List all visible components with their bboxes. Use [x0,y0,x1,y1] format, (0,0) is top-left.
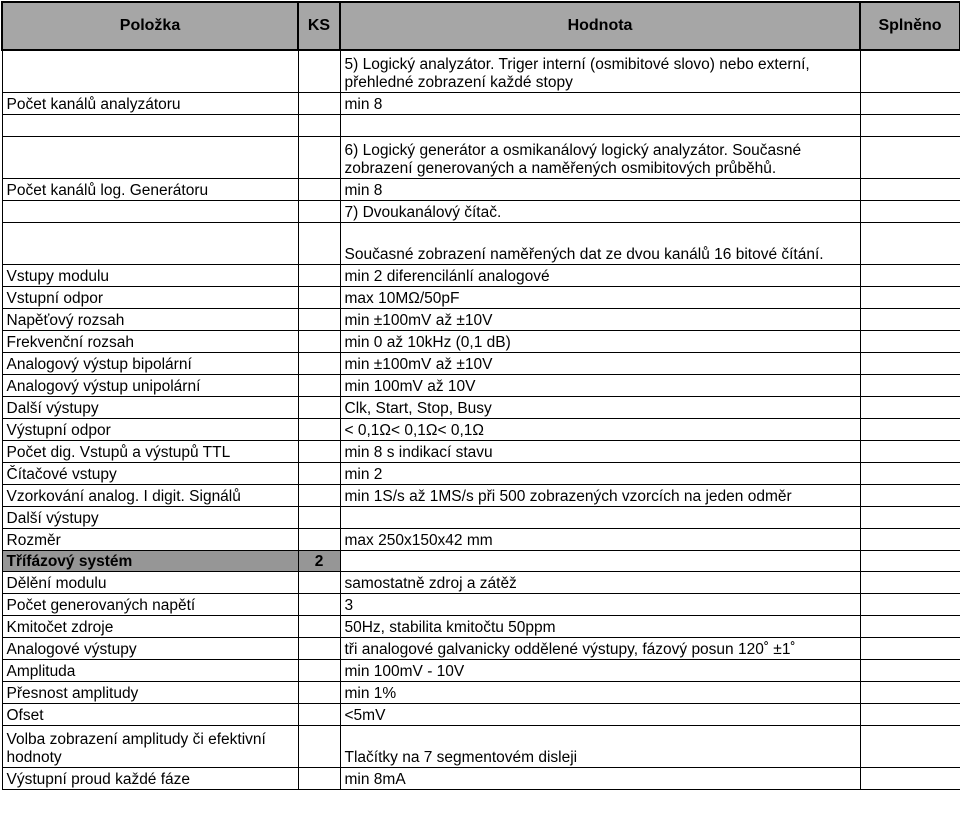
ks-cell [298,178,340,200]
table-row [2,92,960,114]
table-row [2,725,960,767]
table-row [2,374,960,396]
table-row [2,528,960,550]
table-row [2,615,960,637]
value-cell [340,506,860,528]
item-cell: Analogový výstup unipolární [2,374,298,396]
item-cell: Přesnost amplitudy [2,681,298,703]
value-cell: max 10MΩ/50pF [340,286,860,308]
fulfilled-cell [860,264,960,286]
item-cell: Výstupní odpor [2,418,298,440]
item-cell: Výstupní proud každé fáze [2,767,298,789]
value-cell: Současné zobrazení naměřených dat ze dvou kanálů 16 bitové čítání. [340,222,860,264]
table-row [2,396,960,418]
table-row [2,330,960,352]
fulfilled-cell [860,637,960,659]
value-cell [340,550,860,571]
value-cell: Tlačítky na 7 segmentovém disleji [340,725,860,767]
table-row [2,264,960,286]
value-cell: min 2 [340,462,860,484]
ks-cell [298,92,340,114]
value-cell: min 100mV až 10V [340,374,860,396]
ks-cell [298,396,340,418]
table-row [2,352,960,374]
header-item: Položka [2,2,298,50]
item-cell: Počet kanálů analyzátoru [2,92,298,114]
table-row [2,462,960,484]
value-cell: min ±100mV až ±10V [340,308,860,330]
item-cell: Amplituda [2,659,298,681]
item-cell: Čítačové vstupy [2,462,298,484]
item-cell: Třífázový systém [2,550,298,571]
ks-cell [298,703,340,725]
ks-cell [298,506,340,528]
fulfilled-cell [860,550,960,571]
ks-cell [298,571,340,593]
table-row [2,440,960,462]
item-cell [2,136,298,178]
fulfilled-cell [860,374,960,396]
table-row [2,637,960,659]
item-cell: Napěťový rozsah [2,308,298,330]
ks-cell [298,418,340,440]
table-row [2,50,960,92]
fulfilled-cell [860,286,960,308]
item-cell: Dělění modulu [2,571,298,593]
value-cell: 6) Logický generátor a osmikanálový logický analyzátor. Současné zobrazení generovaných a naměřených osmibitových průběhů. [340,136,860,178]
value-cell: samostatně zdroj a zátěž [340,571,860,593]
fulfilled-cell [860,222,960,264]
ks-cell [298,484,340,506]
fulfilled-cell [860,396,960,418]
item-cell: Kmitočet zdroje [2,615,298,637]
ks-cell [298,440,340,462]
value-cell: min 0 až 10kHz (0,1 dB) [340,330,860,352]
fulfilled-cell [860,703,960,725]
table-row [2,418,960,440]
header-ks: KS [298,2,340,50]
fulfilled-cell [860,178,960,200]
fulfilled-cell [860,308,960,330]
table-row [2,286,960,308]
fulfilled-cell [860,681,960,703]
table-row [2,114,960,136]
fulfilled-cell [860,352,960,374]
fulfilled-cell [860,506,960,528]
value-cell: max 250x150x42 mm [340,528,860,550]
value-cell: min 100mV - 10V [340,659,860,681]
item-cell: Další výstupy [2,396,298,418]
item-cell: Frekvenční rozsah [2,330,298,352]
header-fulfilled: Splněno [860,2,960,50]
item-cell: Vstupní odpor [2,286,298,308]
ks-cell [298,615,340,637]
value-cell: 3 [340,593,860,615]
ks-cell [298,659,340,681]
item-cell: Ofset [2,703,298,725]
fulfilled-cell [860,50,960,92]
ks-cell [298,352,340,374]
fulfilled-cell [860,200,960,222]
ks-cell [298,50,340,92]
spec-table [1,1,960,790]
value-cell: min 1S/s až 1MS/s při 500 zobrazených vzorcích na jeden odměr [340,484,860,506]
ks-cell [298,767,340,789]
table-row [2,571,960,593]
ks-cell [298,593,340,615]
table-row [2,200,960,222]
value-cell: 5) Logický analyzátor. Triger interní (osmibitové slovo) nebo externí, přehledné zobrazení každé stopy [340,50,860,92]
ks-cell [298,222,340,264]
item-cell: Další výstupy [2,506,298,528]
fulfilled-cell [860,462,960,484]
value-cell: min 8 [340,178,860,200]
fulfilled-cell [860,593,960,615]
ks-cell [298,136,340,178]
value-cell: 50Hz, stabilita kmitočtu 50ppm [340,615,860,637]
value-cell [340,114,860,136]
fulfilled-cell [860,571,960,593]
table-row [2,178,960,200]
value-cell: < 0,1Ω< 0,1Ω< 0,1Ω [340,418,860,440]
value-cell: min 8 [340,92,860,114]
value-cell: <5mV [340,703,860,725]
fulfilled-cell [860,92,960,114]
item-cell [2,50,298,92]
value-cell: min 2 diferencilánlí analogové [340,264,860,286]
section-row [2,550,960,571]
ks-cell [298,286,340,308]
ks-cell [298,264,340,286]
table-row [2,593,960,615]
fulfilled-cell [860,440,960,462]
ks-cell [298,200,340,222]
item-cell: Analogové výstupy [2,637,298,659]
ks-cell [298,528,340,550]
header-value: Hodnota [340,2,860,50]
value-cell: min 8 s indikací stavu [340,440,860,462]
value-cell: min 8mA [340,767,860,789]
value-cell: 7) Dvoukanálový čítač. [340,200,860,222]
value-cell: Clk, Start, Stop, Busy [340,396,860,418]
item-cell: Počet kanálů log. Generátoru [2,178,298,200]
table-row [2,659,960,681]
value-cell: tři analogové galvanicky oddělené výstupy, fázový posun 120˚ ±1˚ [340,637,860,659]
item-cell [2,222,298,264]
header-row [2,2,960,50]
item-cell: Rozměr [2,528,298,550]
fulfilled-cell [860,114,960,136]
table-row [2,681,960,703]
ks-cell [298,681,340,703]
ks-cell [298,462,340,484]
item-cell: Analogový výstup bipolární [2,352,298,374]
value-cell: min ±100mV až ±10V [340,352,860,374]
fulfilled-cell [860,615,960,637]
ks-cell [298,114,340,136]
item-cell: Počet dig. Vstupů a výstupů TTL [2,440,298,462]
table-row [2,308,960,330]
fulfilled-cell [860,418,960,440]
ks-cell [298,308,340,330]
fulfilled-cell [860,528,960,550]
fulfilled-cell [860,136,960,178]
fulfilled-cell [860,484,960,506]
ks-cell [298,725,340,767]
item-cell: Volba zobrazení amplitudy či efektivní hodnoty [2,725,298,767]
table-row [2,506,960,528]
item-cell: Počet generovaných napětí [2,593,298,615]
item-cell [2,114,298,136]
fulfilled-cell [860,659,960,681]
table-row [2,703,960,725]
fulfilled-cell [860,330,960,352]
fulfilled-cell [860,767,960,789]
fulfilled-cell [860,725,960,767]
value-cell: min 1% [340,681,860,703]
ks-cell: 2 [298,550,340,571]
item-cell [2,200,298,222]
item-cell: Vzorkování analog. I digit. Signálů [2,484,298,506]
table-row [2,767,960,789]
table-row [2,136,960,178]
ks-cell [298,637,340,659]
item-cell: Vstupy modulu [2,264,298,286]
table-body [2,50,960,789]
ks-cell [298,374,340,396]
table-row [2,484,960,506]
table-row [2,222,960,264]
ks-cell [298,330,340,352]
